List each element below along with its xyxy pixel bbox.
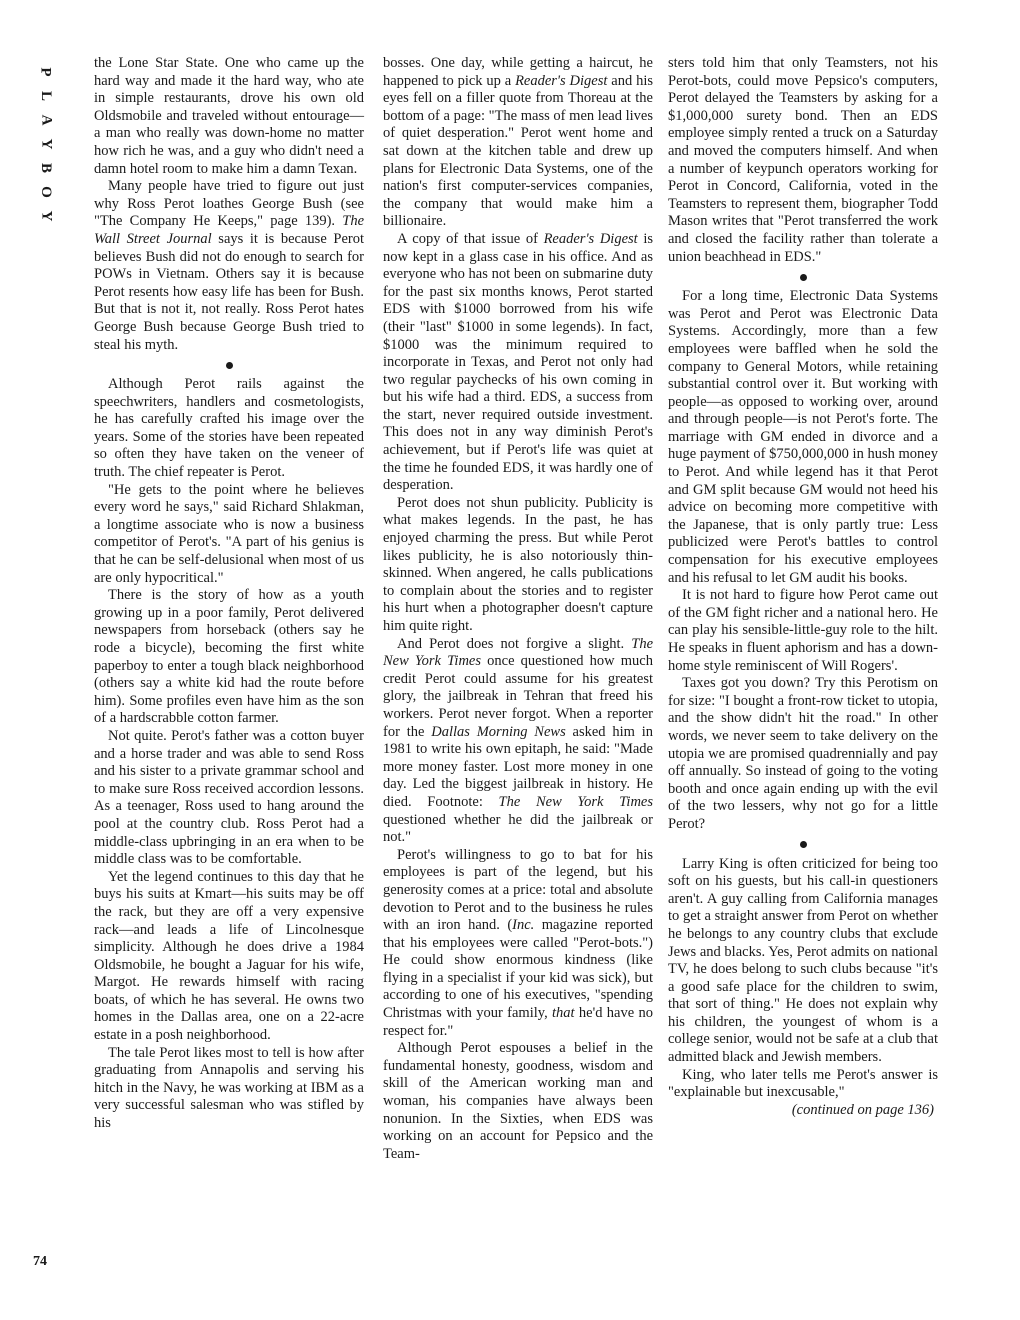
section-divider [94, 355, 364, 372]
article-column-2 [383, 55, 653, 1163]
magazine-letter: Y [38, 210, 54, 222]
article-paragraph: Yet the legend continues to this day that he buys his suits at Kmart—his suits may be off the rack, but they are off a very expensive rack—and leads a life of Lincolnesque simplicity. Although he does drive a 1984 Oldsmobile, he bought a Jaguar for his wife, Margot. He rewards himself with racing boats, of which he has several. He owns two homes in the Dallas area, one on a 22-acre estate in a posh neighborhood. [94, 868, 364, 1044]
magazine-letter: O [37, 186, 54, 198]
bullet-icon [800, 841, 807, 848]
article-paragraph: "He gets to the point where he believes every word he says," said Richard Shlakman, a longtime associate who is now a business competitor of Perot's. "A part of his genius is that he can be self-delusional when most of us are only hypocritical." [94, 481, 364, 586]
section-divider [668, 835, 938, 852]
magazine-letter: P [37, 67, 54, 77]
bullet-icon [226, 362, 233, 369]
magazine-letter: B [37, 162, 54, 174]
article-paragraph: bosses. One day, while getting a haircut, he happened to pick up a Reader's Digest and his eyes fell on a filler quote from Thoreau at the bottom of a page: "The mass of men lead lives of quiet desperation." Perot went home and sat down at the kitchen table and drew up plans for Electronic Data Systems, one of the nation's first computer-services companies, the company that would make him a billionaire. [383, 55, 653, 230]
article-paragraph: Although Perot rails against the speechwriters, handlers and cosmetologists, he has carefully crafted his image over the years. Some of the stories have been repeated so often they have taken on the veneer of truth. The chief repeater is Perot. [94, 376, 364, 481]
article-paragraph: Perot's willingness to go to bat for his employees is part of the legend, but his generosity comes at a price: total and absolute devotion to Perot and to the business he rules with an iron hand. (Inc. magazine reported that his employees were called "Perot-bots.") He could show enormous kindness (like flying in a specialist if your kid was sick), but according to one of his executives, "spending Christmas with your family, that he'd have no respect for." [383, 846, 654, 1039]
article-paragraph: Taxes got you down? Try this Perotism on for size: "I bought a front-row ticket to utopia, and the show didn't hit the road." In other words, we never seem to take delivery on the utopia we are promised quadrennially and pay off annually. So instead of going to the voting booth and once again ending up with the evil of the two lessers, why not go for a little Perot? [668, 675, 938, 832]
page-number: 74 [33, 1254, 47, 1269]
article-paragraph: King, who later tells me Perot's answer is "explainable but inexcusable," [668, 1066, 938, 1101]
article-paragraph: the Lone Star State. One who came up the hard way and made it the hard way, who ate in simple restaurants, drove his own old Oldsmobile and traveled without entourage—a man who really was down-home no matter how rich he was, and a guy who didn't need a damn hotel room to make him a damn Texan. [94, 55, 364, 177]
magazine-letter: A [38, 114, 54, 126]
section-divider [668, 267, 938, 284]
article-paragraph: A copy of that issue of Reader's Digest is now kept in a glass case in his office. And as everyone who has not been on submarine duty for the past six months knows, Perot started EDS with $1000 borrowed from his wife (their "last" $1000 in some legends). In fact, $1000 was the minimum required to incorporate in Texas, and Perot not only had two regular paychecks of his own coming in but his wife had a third. EDS, a success from the start, never required outside investment. This does not in any way diminish Perot's achievement, but if Perot's life was quiet at the time he founded EDS, it was hardly one of desperation. [383, 230, 653, 494]
article-column-3 [668, 55, 938, 1119]
article-paragraph: Perot does not shun publicity. Publicity is what makes legends. In the past, he has enjoyed charming the press. But while Perot likes publicity, he is also notoriously thin-skinned. When angered, he calls publications to complain about the stories and to register his hurt when a photographer doesn't capture him quite right. [383, 494, 653, 634]
continued-note: (continued on page 136) [791, 1101, 934, 1118]
magazine-letter: Y [38, 138, 54, 150]
article-paragraph: The tale Perot likes most to tell is how after graduating from Annapolis and serving his hitch in the Navy, he was working at IBM as a very successful salesman who was stifled by his [94, 1044, 364, 1132]
article-paragraph: It is not hard to figure how Perot came out of the GM fight richer and a national hero. He can play his sensible-little-guy role to the hilt. He speaks in fluent aphorism and has a down-home style reminiscent of Will Rogers'. [668, 587, 938, 674]
article-paragraph: Many people have tried to figure out just why Ross Perot loathes George Bush (see "The Company He Keeps," page 139). The Wall Street Journal says it is because Perot believes Bush did not do enough to search for POWs in Vietnam. Others say it is because Perot resents how easy life has been for Bush. But that is not it, not really. Ross Perot hates George Bush because George Bush tried to steal his myth. [94, 178, 364, 353]
article-paragraph: sters told him that only Teamsters, not his Perot-bots, could move Pepsico's computers, Perot delayed the Teamsters by asking for a $1,000,000 surety bond. Then an EDS employee simply rented a truck on a Saturday and moved the computers himself. And when a number of keypunch operators working for Perot in Concord, California, voted in the Teamsters to represent them, biographer Todd Mason writes that "Perot transferred the work and closed the facility rather than tolerate a union beachhead in EDS." [668, 55, 938, 265]
article-paragraph: There is the story of how as a youth growing up in a poor family, Perot delivered newspapers from horseback (others say he rode a bicycle), becoming the first white paperboy to enter a tough black neighborhood (others say a white kid had the route before him). Some profiles even have him as the son of a hardscrabble cotton farmer. [94, 587, 364, 727]
article-paragraph: And Perot does not forgive a slight. The New York Times once questioned how much credit Perot could assume for his greatest glory, the jailbreak in Tehran that freed his workers. Perot never forgot. When a reporter for the Dallas Morning News asked him in 1981 to write his own epitaph, he said: "Made more money faster. Lost more money in one day. Led the biggest jailbreak in history. He died. Footnote: The New York Times questioned whether he did the jailbreak or not." [383, 635, 653, 846]
article-column-1 [94, 55, 364, 1133]
magazine-letter: L [37, 90, 54, 102]
bullet-icon [800, 274, 807, 281]
article-paragraph: Not quite. Perot's father was a cotton buyer and a horse trader and was able to send Ross and his sister to a private grammar school and to make sure Ross received accordion lessons. As a teenager, Ross used to hang around the pool at the country club. Ross Perot had a middle-class upbringing in an era when to be middle class was to be comfortable. [94, 727, 364, 868]
article-paragraph: Although Perot espouses a belief in the fundamental honesty, goodness, wisdom and skill of the American working man and woman, his companies have always been nonunion. In the Sixties, when EDS was working on an account for Pepsico and the Team- [383, 1040, 653, 1162]
article-paragraph: Larry King is often criticized for being too soft on his guests, but his call-in questioners aren't. A guy calling from California manages to get a straight answer from Perot on whether he belongs to any country clubs that exclude Jews and blacks. Yes, Perot admits on national TV, he does belong to such clubs because "it's a good safe place for the children to swim, that sort of thing." He does not explain why his children, the youngest of whom is a college senior, would not be safe at a club that admitted black and Jewish members. [668, 855, 938, 1066]
magazine-name-vertical [33, 60, 59, 228]
article-paragraph: For a long time, Electronic Data Systems was Perot and Perot was Electronic Data Systems. Accordingly, more than a few employees were baffled when he sold the company to General Motors, while retaining substantial control over it. But working with people—as opposed to working over, around and through people—is not Perot's forte. The marriage with GM ended in divorce and a huge payment of $750,000,000 in hush money to Perot. And while legend has it that Perot and GM split because GM would not heed his advice on becoming more competitive with the Japanese, that is only partly true: Less publicized were Perot's battles to control compensation for his executive employees and his refusal to let GM audit his books. [668, 288, 938, 586]
